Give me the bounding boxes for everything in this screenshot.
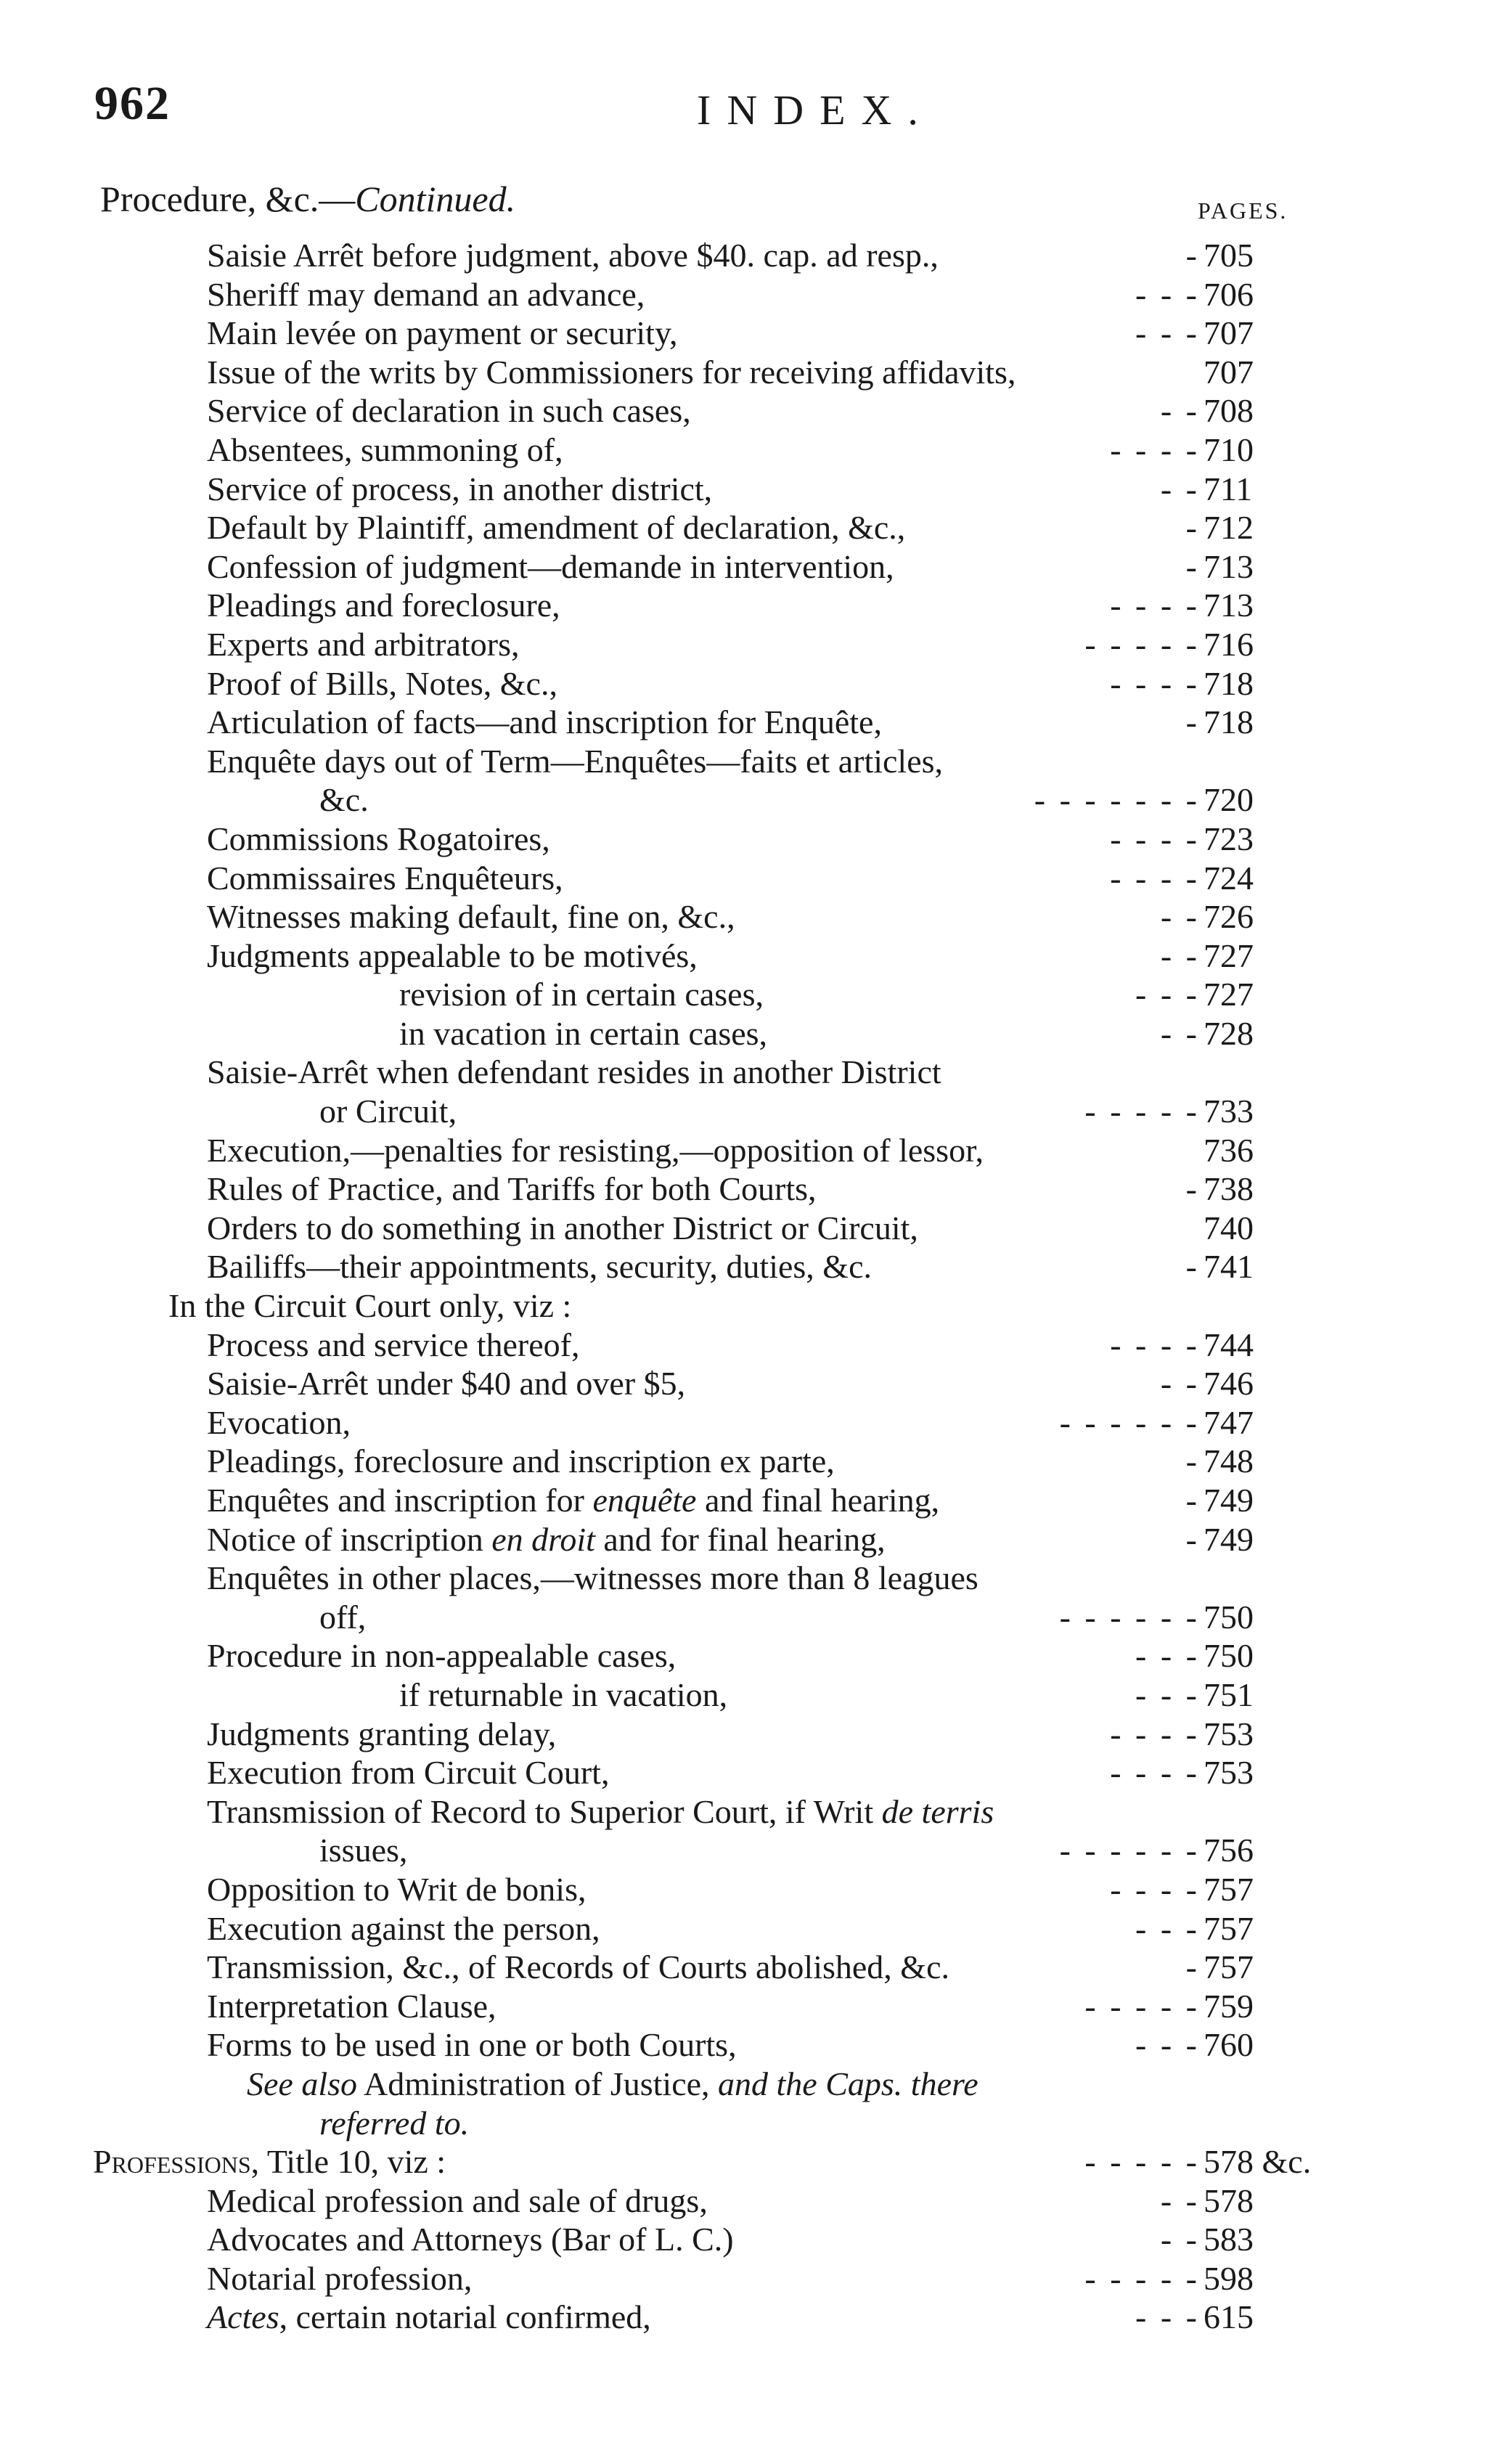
entry-text: Process and service thereof, bbox=[207, 1326, 580, 1363]
entry-leader: - bbox=[1185, 1520, 1200, 1558]
index-entry bbox=[0, 1053, 1512, 1092]
entry-text: Notice of inscription en droit and for final hearing, bbox=[207, 1520, 886, 1558]
entry-text: Opposition to Writ de bonis, bbox=[207, 1870, 587, 1908]
index-entry bbox=[0, 897, 1512, 936]
index-entry bbox=[0, 430, 1512, 470]
entry-page: 757 bbox=[1204, 1948, 1254, 1986]
index-entry bbox=[0, 586, 1512, 625]
entry-page: 615 bbox=[1204, 2298, 1254, 2336]
entry-text: Sheriff may demand an advance, bbox=[207, 275, 645, 313]
entry-page: 710 bbox=[1204, 430, 1254, 468]
index-entry bbox=[0, 703, 1512, 742]
index-entry bbox=[0, 2025, 1512, 2065]
index-entry bbox=[0, 1481, 1512, 1520]
entry-page: 751 bbox=[1204, 1675, 1254, 1713]
entry-leader: - bbox=[1185, 1248, 1200, 1286]
entry-text: in vacation in certain cases, bbox=[399, 1014, 768, 1052]
index-entry bbox=[0, 1131, 1512, 1170]
entry-text: Actes, certain notarial confirmed, bbox=[207, 2298, 651, 2336]
index-entry bbox=[0, 236, 1512, 275]
entry-page: 757 bbox=[1204, 1909, 1254, 1947]
entry-leader: - - - bbox=[1135, 976, 1200, 1013]
entry-leader: - - bbox=[1160, 898, 1200, 936]
index-entry bbox=[0, 1948, 1512, 1987]
index-entry bbox=[0, 1442, 1512, 1481]
entry-text: referred to. bbox=[319, 2104, 470, 2142]
entry-leader: - - - bbox=[1135, 1675, 1200, 1713]
index-entry bbox=[0, 1870, 1512, 1909]
entry-leader: - bbox=[1185, 237, 1200, 274]
entry-text: See also Administration of Justice, and the Caps. there bbox=[247, 2065, 978, 2102]
index-entry bbox=[0, 780, 1512, 820]
entry-text: Issue of the writs by Commissioners for receiving affidavits, bbox=[207, 353, 1016, 391]
entry-page: 744 bbox=[1204, 1326, 1254, 1363]
entry-page: 578 bbox=[1204, 2181, 1254, 2219]
entry-page: 747 bbox=[1204, 1403, 1254, 1441]
index-entry bbox=[0, 975, 1512, 1014]
entry-page: 753 bbox=[1204, 1754, 1254, 1792]
entry-text: Main levée on payment or security, bbox=[207, 314, 678, 352]
entry-page: 718 bbox=[1204, 703, 1254, 741]
entry-page: 728 bbox=[1204, 1014, 1254, 1052]
entry-leader: - - - - bbox=[1110, 859, 1200, 897]
index-entry bbox=[0, 1559, 1512, 1598]
index-entry bbox=[0, 547, 1512, 587]
index-entry bbox=[0, 742, 1512, 781]
index-entry bbox=[0, 2065, 1512, 2104]
index-entry bbox=[0, 1326, 1512, 1365]
index-entry bbox=[0, 470, 1512, 509]
section-head bbox=[100, 178, 515, 220]
index-entry bbox=[0, 391, 1512, 430]
entry-leader: - - - - - bbox=[1084, 1093, 1200, 1130]
entry-text: Pleadings, foreclosure and inscription ex parte, bbox=[207, 1442, 835, 1480]
entry-text: Transmission, &c., of Records of Courts abolished, &c. bbox=[207, 1948, 950, 1986]
entry-text: Evocation, bbox=[207, 1403, 351, 1441]
entry-text: Enquêtes and inscription for enquête and final hearing, bbox=[207, 1482, 940, 1519]
index-entry bbox=[0, 314, 1512, 353]
entry-text: Service of process, in another district, bbox=[207, 470, 713, 507]
entry-text: Execution against the person, bbox=[207, 1909, 600, 1947]
entry-page: 749 bbox=[1204, 1520, 1254, 1558]
running-head: INDEX. bbox=[697, 86, 934, 134]
entry-page: 598 bbox=[1204, 2259, 1254, 2297]
entry-leader: - - bbox=[1160, 936, 1200, 974]
entry-leader: - bbox=[1185, 1170, 1200, 1208]
entry-text: Default by Plaintiff, amendment of declaration, &c., bbox=[207, 509, 906, 547]
entry-text: Judgments granting delay, bbox=[207, 1715, 557, 1752]
entry-page: 724 bbox=[1204, 859, 1254, 897]
index-entry bbox=[0, 2298, 1512, 2337]
entry-page: 713 bbox=[1204, 547, 1254, 585]
entry-text: if returnable in vacation, bbox=[399, 1675, 728, 1713]
entry-leader: - - - bbox=[1135, 1637, 1200, 1675]
entry-page: 738 bbox=[1204, 1170, 1254, 1208]
entry-leader: - - - bbox=[1135, 314, 1200, 352]
index-entry bbox=[0, 1675, 1512, 1715]
index-entry bbox=[0, 936, 1512, 976]
entry-leader: - - - - bbox=[1110, 1870, 1200, 1908]
entry-page: 708 bbox=[1204, 392, 1254, 430]
entry-leader: - - - - - - bbox=[1059, 1598, 1200, 1636]
entry-leader: - - bbox=[1160, 2221, 1200, 2258]
entry-text: or Circuit, bbox=[319, 1093, 457, 1130]
index-entry bbox=[0, 1014, 1512, 1053]
entry-leader: - - - - - bbox=[1084, 2259, 1200, 2297]
entry-page: 578 &c. bbox=[1204, 2143, 1312, 2181]
entry-leader: - bbox=[1185, 703, 1200, 741]
index-entry bbox=[0, 508, 1512, 547]
entry-page: 753 bbox=[1204, 1715, 1254, 1752]
entry-leader: - bbox=[1185, 509, 1200, 547]
entry-leader: - - bbox=[1160, 1014, 1200, 1052]
entry-leader: - - - bbox=[1135, 2026, 1200, 2064]
entry-page: 720 bbox=[1204, 781, 1254, 819]
entry-text: &c. bbox=[319, 781, 369, 819]
entry-leader: - - - - bbox=[1110, 1715, 1200, 1752]
page-number: 962 bbox=[94, 77, 171, 130]
section-head-continued: Continued. bbox=[355, 179, 516, 219]
entry-text: Advocates and Attorneys (Bar of L. C.) bbox=[207, 2221, 734, 2258]
entry-text: Professions, Title 10, viz : bbox=[93, 2143, 446, 2181]
entry-leader: - bbox=[1185, 547, 1200, 585]
entry-text: Saisie-Arrêt under $40 and over $5, bbox=[207, 1365, 686, 1403]
index-entry bbox=[0, 2259, 1512, 2298]
entry-page: 733 bbox=[1204, 1093, 1254, 1130]
entry-page: 757 bbox=[1204, 1870, 1254, 1908]
entry-leader: - - - - - bbox=[1084, 625, 1200, 663]
entry-leader: - - bbox=[1160, 392, 1200, 430]
index-entry bbox=[0, 1364, 1512, 1403]
entry-text: Enquête days out of Term—Enquêtes—faits et articles, bbox=[207, 742, 944, 780]
entry-leader: - - - - bbox=[1110, 1326, 1200, 1363]
entry-text: Saisie Arrêt before judgment, above $40. cap. ad resp., bbox=[207, 237, 939, 274]
entry-page: 716 bbox=[1204, 625, 1254, 663]
entry-text: Forms to be used in one or both Courts, bbox=[207, 2026, 737, 2064]
entry-leader: - - - - - bbox=[1084, 1987, 1200, 2025]
entry-page: 726 bbox=[1204, 898, 1254, 936]
entry-page: 727 bbox=[1204, 976, 1254, 1013]
entry-leader: - - bbox=[1160, 470, 1200, 507]
index-entry bbox=[0, 1753, 1512, 1792]
entry-leader: - - - bbox=[1135, 1909, 1200, 1947]
entry-text: Articulation of facts—and inscription for Enquête, bbox=[207, 703, 882, 741]
entry-text: Enquêtes in other places,—witnesses more than 8 leagues bbox=[207, 1559, 978, 1597]
index-entry bbox=[0, 1598, 1512, 1637]
entry-leader: - - bbox=[1160, 2181, 1200, 2219]
index-entry bbox=[0, 275, 1512, 314]
entry-page: 713 bbox=[1204, 587, 1254, 624]
entry-page: 756 bbox=[1204, 1832, 1254, 1869]
entry-text: Pleadings and foreclosure, bbox=[207, 587, 560, 624]
entry-text: Proof of Bills, Notes, &c., bbox=[207, 664, 557, 702]
index-entry bbox=[0, 1520, 1512, 1559]
entry-text: Transmission of Record to Superior Court, if Writ de terris bbox=[207, 1792, 994, 1830]
entry-text: Commissions Rogatoires, bbox=[207, 820, 550, 857]
entry-page: 718 bbox=[1204, 664, 1254, 702]
entry-leader: - bbox=[1185, 1948, 1200, 1986]
index-entry bbox=[0, 1247, 1512, 1286]
index-entry bbox=[0, 1715, 1512, 1754]
entry-page: 759 bbox=[1204, 1987, 1254, 2025]
index-entry bbox=[0, 1092, 1512, 1131]
index-entry bbox=[0, 1403, 1512, 1442]
entry-text: off, bbox=[319, 1598, 367, 1636]
entry-page: 760 bbox=[1204, 2026, 1254, 2064]
entry-text: Execution,—penalties for resisting,—opposition of lessor, bbox=[207, 1131, 984, 1169]
entry-page: 748 bbox=[1204, 1442, 1254, 1480]
index-entry bbox=[0, 1831, 1512, 1870]
entry-leader: - - - - - - bbox=[1059, 1832, 1200, 1869]
entry-text: Interpretation Clause, bbox=[207, 1987, 496, 2025]
entry-page: 736 bbox=[1204, 1131, 1254, 1169]
entry-leader: - - bbox=[1160, 1365, 1200, 1403]
index-entry bbox=[0, 1909, 1512, 1948]
entry-leader: - - - - bbox=[1110, 820, 1200, 857]
entry-text: Witnesses making default, fine on, &c., bbox=[207, 898, 735, 936]
entry-page: 740 bbox=[1204, 1209, 1254, 1246]
entry-page: 746 bbox=[1204, 1365, 1254, 1403]
entry-text: Procedure in non-appealable cases, bbox=[207, 1637, 677, 1675]
index-entry bbox=[0, 1792, 1512, 1832]
entry-page: 741 bbox=[1204, 1248, 1254, 1286]
entry-leader: - bbox=[1185, 1482, 1200, 1519]
index-entry bbox=[0, 1987, 1512, 2026]
entry-leader: - - - - - - - bbox=[1034, 781, 1200, 819]
entry-leader: - - - bbox=[1135, 275, 1200, 313]
entry-text: In the Circuit Court only, viz : bbox=[168, 1287, 572, 1325]
entry-page: 723 bbox=[1204, 820, 1254, 857]
index-entry bbox=[0, 1169, 1512, 1209]
entry-text: Service of declaration in such cases, bbox=[207, 392, 691, 430]
entry-text: Orders to do something in another District or Circuit, bbox=[207, 1209, 918, 1246]
index-entry bbox=[0, 1286, 1512, 1326]
entry-text: Confession of judgment—demande in intervention, bbox=[207, 547, 894, 585]
entry-text: Bailiffs—their appointments, security, duties, &c. bbox=[207, 1248, 873, 1286]
entry-leader: - - - - - - bbox=[1059, 1403, 1200, 1441]
entry-page: 750 bbox=[1204, 1598, 1254, 1636]
entry-leader: - - - - bbox=[1110, 587, 1200, 624]
section-head-title: Procedure, &c.— bbox=[100, 179, 356, 219]
entry-text: revision of in certain cases, bbox=[399, 976, 764, 1013]
index-entry bbox=[0, 664, 1512, 703]
index-entry bbox=[0, 2220, 1512, 2259]
entry-text: issues, bbox=[319, 1832, 408, 1869]
entry-leader: - - - - bbox=[1110, 430, 1200, 468]
entry-page: 707 bbox=[1204, 353, 1254, 391]
index-entry bbox=[0, 1209, 1512, 1248]
entry-text: Rules of Practice, and Tariffs for both Courts, bbox=[207, 1170, 817, 1208]
entry-text: Execution from Circuit Court, bbox=[207, 1754, 610, 1792]
index-entry bbox=[0, 1636, 1512, 1675]
index-entry bbox=[0, 820, 1512, 859]
entry-text: Commissaires Enquêteurs, bbox=[207, 859, 563, 897]
entry-text: Saisie-Arrêt when defendant resides in another District bbox=[207, 1053, 941, 1091]
index-entry bbox=[0, 625, 1512, 664]
entry-page: 727 bbox=[1204, 936, 1254, 974]
entry-leader: - - - - bbox=[1110, 664, 1200, 702]
entry-text: Absentees, summoning of, bbox=[207, 430, 563, 468]
index-entry bbox=[0, 353, 1512, 392]
entry-text: Notarial profession, bbox=[207, 2259, 473, 2297]
entry-page: 706 bbox=[1204, 275, 1254, 313]
entry-page: 712 bbox=[1204, 509, 1254, 547]
entry-page: 750 bbox=[1204, 1637, 1254, 1675]
entry-text: Judgments appealable to be motivés, bbox=[207, 936, 698, 974]
entry-leader: - - - - - bbox=[1084, 2143, 1200, 2181]
entry-page: 583 bbox=[1204, 2221, 1254, 2258]
entry-page: 707 bbox=[1204, 314, 1254, 352]
entry-text: Medical profession and sale of drugs, bbox=[207, 2181, 708, 2219]
entry-text: Experts and arbitrators, bbox=[207, 625, 520, 663]
entry-leader: - bbox=[1185, 1442, 1200, 1480]
index-entry bbox=[0, 859, 1512, 898]
index-entry bbox=[0, 2181, 1512, 2221]
index-entry bbox=[0, 2104, 1512, 2143]
entry-page: 705 bbox=[1204, 237, 1254, 274]
entry-leader: - - - - bbox=[1110, 1754, 1200, 1792]
entry-page: 711 bbox=[1204, 470, 1253, 507]
index-entries bbox=[0, 236, 1512, 2337]
index-entry bbox=[0, 2142, 1512, 2181]
pages-column-label: PAGES. bbox=[1198, 197, 1288, 224]
entry-page: 749 bbox=[1204, 1482, 1254, 1519]
entry-leader: - - - bbox=[1135, 2298, 1200, 2336]
